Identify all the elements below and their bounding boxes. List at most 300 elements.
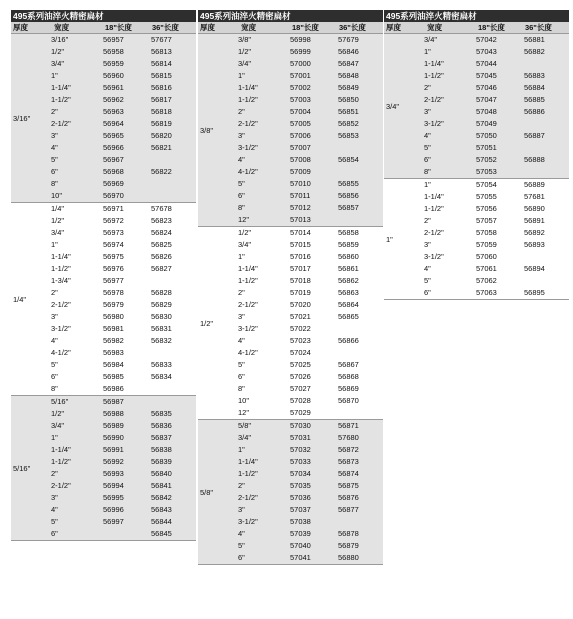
- width-cell: 2-1/2": [51, 481, 71, 490]
- table-row: [238, 82, 383, 94]
- width-cell: 2-1/2": [51, 119, 71, 128]
- length-18-cell: 56993: [103, 469, 124, 478]
- length-36-cell: 57678: [151, 204, 172, 213]
- width-cell: 1": [51, 433, 58, 442]
- thickness-cell: 5/16": [13, 463, 31, 473]
- length-18-cell: 57048: [476, 107, 497, 116]
- table-row: [51, 215, 196, 227]
- table-row: [51, 251, 196, 263]
- width-cell: 1/2": [238, 47, 252, 56]
- length-36-cell: 56837: [151, 433, 172, 442]
- width-cell: 3": [238, 505, 245, 514]
- length-18-cell: 57019: [290, 288, 311, 297]
- table-row: [238, 552, 383, 564]
- group-rows: [238, 227, 383, 419]
- table-row: [51, 456, 196, 468]
- table-row: [424, 191, 569, 203]
- width-cell: 1/2": [51, 409, 65, 418]
- thickness-cell: 1/2": [200, 318, 214, 328]
- table-row: [238, 46, 383, 58]
- length-18-cell: 57002: [290, 83, 311, 92]
- length-36-cell: 56874: [338, 469, 359, 478]
- length-36-cell: 57681: [524, 192, 545, 201]
- table-row: [51, 34, 196, 46]
- table-row: [238, 371, 383, 383]
- length-18-cell: 57007: [290, 143, 311, 152]
- table-title: 495系列油淬火精密扁材: [11, 10, 196, 22]
- width-cell: 6": [51, 372, 58, 381]
- length-36-cell: 56885: [524, 95, 545, 104]
- group-rows: [238, 34, 383, 226]
- length-18-cell: 56989: [103, 421, 124, 430]
- width-cell: 2": [51, 288, 58, 297]
- header-thickness: 厚度: [13, 23, 28, 32]
- length-36-cell: 56854: [338, 155, 359, 164]
- length-18-cell: 56995: [103, 493, 124, 502]
- table-row: [424, 215, 569, 227]
- width-cell: 5": [238, 541, 245, 550]
- table-row: [51, 516, 196, 528]
- length-18-cell: 56990: [103, 433, 124, 442]
- width-cell: 4": [51, 336, 58, 345]
- table-row: [238, 227, 383, 239]
- table-row: [424, 227, 569, 239]
- length-18-cell: 57040: [290, 541, 311, 550]
- length-18-cell: 57025: [290, 360, 311, 369]
- table-row: [51, 58, 196, 70]
- length-36-cell: 56817: [151, 95, 172, 104]
- length-18-cell: 56991: [103, 445, 124, 454]
- length-18-cell: 57059: [476, 240, 497, 249]
- length-18-cell: 56980: [103, 312, 124, 321]
- length-18-cell: 56974: [103, 240, 124, 249]
- length-18-cell: 57027: [290, 384, 311, 393]
- length-36-cell: 56823: [151, 216, 172, 225]
- length-18-cell: 56982: [103, 336, 124, 345]
- table-row: [238, 347, 383, 359]
- length-18-cell: 57033: [290, 457, 311, 466]
- width-cell: 1-1/2": [51, 457, 71, 466]
- width-cell: 1-1/2": [238, 95, 258, 104]
- table-row: [238, 407, 383, 419]
- width-cell: 5": [51, 155, 58, 164]
- length-18-cell: 56970: [103, 191, 124, 200]
- width-cell: 5/8": [238, 421, 252, 430]
- width-cell: 2-1/2": [424, 228, 444, 237]
- length-36-cell: 56877: [338, 505, 359, 514]
- width-cell: 8": [51, 384, 58, 393]
- width-cell: 3": [238, 312, 245, 321]
- length-18-cell: 56996: [103, 505, 124, 514]
- length-18-cell: 56960: [103, 71, 124, 80]
- length-36-cell: [524, 118, 569, 130]
- length-18-cell: 56973: [103, 228, 124, 237]
- table-row: [238, 492, 383, 504]
- table-row: [424, 46, 569, 58]
- table-row: [238, 142, 383, 154]
- table-row: [51, 46, 196, 58]
- length-18-cell: 56981: [103, 324, 124, 333]
- width-cell: 5": [51, 360, 58, 369]
- table-row: [238, 287, 383, 299]
- length-36-cell: [524, 275, 569, 287]
- length-18-cell: 56976: [103, 264, 124, 273]
- length-18-cell: 57029: [290, 408, 311, 417]
- length-36-cell: 56840: [151, 469, 172, 478]
- table-row: [424, 287, 569, 299]
- length-36-cell: 56884: [524, 83, 545, 92]
- length-18-cell: 57043: [476, 47, 497, 56]
- table-row: [424, 118, 569, 130]
- table-row: [424, 34, 569, 46]
- header-len18: 18"长度: [105, 23, 132, 32]
- width-cell: 4": [238, 336, 245, 345]
- length-18-cell: 56987: [103, 397, 124, 406]
- width-cell: 1": [238, 445, 245, 454]
- length-36-cell: 56887: [524, 131, 545, 140]
- width-cell: 4": [51, 505, 58, 514]
- width-cell: 3/16": [51, 35, 69, 44]
- table-row: [238, 468, 383, 480]
- table-row: [238, 432, 383, 444]
- table-row: [238, 383, 383, 395]
- width-cell: 3-1/2": [238, 517, 258, 526]
- width-cell: 3/4": [51, 59, 65, 68]
- width-cell: 3": [51, 131, 58, 140]
- length-36-cell: 56880: [338, 553, 359, 562]
- width-cell: 1-1/4": [238, 264, 258, 273]
- table-row: [238, 516, 383, 528]
- width-cell: 1-1/2": [51, 264, 71, 273]
- table-row: [51, 190, 196, 202]
- table-row: [424, 82, 569, 94]
- table-row: [238, 311, 383, 323]
- thickness-group: [11, 203, 196, 396]
- length-18-cell: 57005: [290, 119, 311, 128]
- header-row: [198, 22, 383, 34]
- width-cell: 3-1/2": [424, 252, 444, 261]
- width-cell: 3-1/2": [424, 119, 444, 128]
- table-row: [238, 395, 383, 407]
- width-cell: 12": [238, 408, 250, 417]
- length-36-cell: 56881: [524, 35, 545, 44]
- length-18-cell: 57035: [290, 481, 311, 490]
- length-36-cell: [151, 275, 196, 287]
- width-cell: 8": [424, 167, 431, 176]
- width-cell: 4": [424, 264, 431, 273]
- width-cell: 3": [51, 493, 58, 502]
- table-row: [424, 142, 569, 154]
- table-row: [238, 214, 383, 226]
- length-36-cell: 56858: [338, 228, 359, 237]
- width-cell: 2": [238, 481, 245, 490]
- length-18-cell: 56966: [103, 143, 124, 152]
- length-36-cell: 56847: [338, 59, 359, 68]
- header-len18: 18"长度: [292, 23, 319, 32]
- table-row: [424, 179, 569, 191]
- table-row: [238, 540, 383, 552]
- length-18-cell: 57061: [476, 264, 497, 273]
- width-cell: 6": [51, 167, 58, 176]
- length-36-cell: 56872: [338, 445, 359, 454]
- width-cell: 2-1/2": [238, 493, 258, 502]
- table-row: [424, 58, 569, 70]
- width-cell: 1": [51, 71, 58, 80]
- length-18-cell: 57023: [290, 336, 311, 345]
- length-36-cell: 56852: [338, 119, 359, 128]
- length-36-cell: [338, 407, 383, 419]
- length-36-cell: 56894: [524, 264, 545, 273]
- table-row: [238, 263, 383, 275]
- length-36-cell: [524, 166, 569, 178]
- width-cell: 3/4": [238, 433, 252, 442]
- length-36-cell: 56849: [338, 83, 359, 92]
- group-rows: [51, 203, 196, 395]
- thickness-cell: 3/8": [200, 125, 214, 135]
- length-18-cell: 57004: [290, 107, 311, 116]
- header-width: 宽度: [427, 23, 443, 32]
- length-18-cell: 57011: [290, 191, 311, 200]
- table-row: [238, 420, 383, 432]
- width-cell: 1": [238, 252, 245, 261]
- length-36-cell: 56862: [338, 276, 359, 285]
- length-18-cell: 56965: [103, 131, 124, 140]
- width-cell: 1-1/4": [51, 83, 71, 92]
- length-36-cell: 56833: [151, 360, 172, 369]
- length-36-cell: 56891: [524, 216, 545, 225]
- width-cell: 3": [238, 131, 245, 140]
- table-row: [51, 444, 196, 456]
- thickness-cell: 3/16": [13, 113, 31, 123]
- length-36-cell: 56831: [151, 324, 172, 333]
- table-row: [51, 432, 196, 444]
- length-36-cell: 56893: [524, 240, 545, 249]
- flat-stock-table-3: [384, 10, 569, 300]
- length-36-cell: [151, 347, 196, 359]
- flat-stock-table-1: [11, 10, 196, 541]
- table-row: [238, 275, 383, 287]
- table-row: [238, 118, 383, 130]
- table-title: 495系列油淬火精密扁材: [384, 10, 569, 22]
- length-18-cell: 57056: [476, 204, 497, 213]
- group-rows: [424, 179, 569, 299]
- length-18-cell: 56978: [103, 288, 124, 297]
- length-36-cell: 56841: [151, 481, 172, 490]
- thickness-group: [198, 420, 383, 565]
- table-row: [51, 504, 196, 516]
- length-18-cell: 56968: [103, 167, 124, 176]
- width-cell: 1-1/4": [238, 457, 258, 466]
- width-cell: 8": [51, 179, 58, 188]
- table-row: [238, 480, 383, 492]
- length-18-cell: 57039: [290, 529, 311, 538]
- width-cell: 3-1/2": [238, 143, 258, 152]
- length-18-cell: 57038: [290, 517, 311, 526]
- width-cell: 3": [51, 312, 58, 321]
- length-36-cell: [338, 516, 383, 528]
- length-18-cell: 56985: [103, 372, 124, 381]
- width-cell: 4-1/2": [238, 348, 258, 357]
- table-row: [51, 263, 196, 275]
- table-row: [238, 299, 383, 311]
- length-18-cell: 57034: [290, 469, 311, 478]
- length-18-cell: 57031: [290, 433, 311, 442]
- width-cell: 2-1/2": [238, 119, 258, 128]
- length-18-cell: 57058: [476, 228, 497, 237]
- length-18-cell: 57063: [476, 288, 497, 297]
- table-row: [51, 480, 196, 492]
- length-36-cell: 57679: [338, 35, 359, 44]
- length-18-cell: 56961: [103, 83, 124, 92]
- length-18-cell: 57062: [476, 276, 497, 285]
- length-18-cell: [103, 528, 151, 540]
- length-36-cell: 56861: [338, 264, 359, 273]
- width-cell: 6": [51, 529, 58, 538]
- table-row: [51, 166, 196, 178]
- length-18-cell: 56972: [103, 216, 124, 225]
- length-18-cell: 56999: [290, 47, 311, 56]
- length-18-cell: 57057: [476, 216, 497, 225]
- length-36-cell: 56857: [338, 203, 359, 212]
- length-18-cell: 56971: [103, 204, 124, 213]
- table-row: [51, 178, 196, 190]
- width-cell: 6": [424, 288, 431, 297]
- length-36-cell: 56860: [338, 252, 359, 261]
- length-36-cell: 56815: [151, 71, 172, 80]
- length-18-cell: 57026: [290, 372, 311, 381]
- length-36-cell: [524, 142, 569, 154]
- length-36-cell: 56832: [151, 336, 172, 345]
- table-row: [424, 166, 569, 178]
- header-row: [11, 22, 196, 34]
- table-row: [51, 130, 196, 142]
- table-row: [238, 70, 383, 82]
- table-row: [51, 287, 196, 299]
- table-row: [424, 154, 569, 166]
- thickness-cell: 1": [386, 234, 393, 244]
- length-18-cell: 57060: [476, 252, 497, 261]
- width-cell: 4-1/2": [238, 167, 258, 176]
- length-36-cell: 56842: [151, 493, 172, 502]
- width-cell: 3-1/2": [238, 324, 258, 333]
- length-36-cell: [524, 58, 569, 70]
- length-18-cell: 57022: [290, 324, 311, 333]
- table-row: [238, 444, 383, 456]
- table-row: [238, 202, 383, 214]
- length-36-cell: 56829: [151, 300, 172, 309]
- length-18-cell: 57017: [290, 264, 311, 273]
- table-row: [51, 383, 196, 395]
- table-row: [51, 420, 196, 432]
- table-row: [238, 178, 383, 190]
- length-36-cell: 56828: [151, 288, 172, 297]
- length-36-cell: 56835: [151, 409, 172, 418]
- length-18-cell: 56997: [103, 517, 124, 526]
- length-36-cell: [524, 251, 569, 263]
- width-cell: 10": [51, 191, 63, 200]
- length-36-cell: 56836: [151, 421, 172, 430]
- width-cell: 1": [238, 71, 245, 80]
- table-row: [424, 106, 569, 118]
- length-36-cell: 56827: [151, 264, 172, 273]
- table-title: 495系列油淬火精密扁材: [198, 10, 383, 22]
- length-36-cell: 56890: [524, 204, 545, 213]
- length-36-cell: 56867: [338, 360, 359, 369]
- length-18-cell: 56969: [103, 179, 124, 188]
- length-36-cell: 56869: [338, 384, 359, 393]
- length-36-cell: 56845: [151, 529, 172, 538]
- table-row: [51, 408, 196, 420]
- thickness-cell: 1/4": [13, 294, 27, 304]
- width-cell: 3/4": [238, 240, 252, 249]
- width-cell: 2": [424, 216, 431, 225]
- width-cell: 1/2": [51, 47, 65, 56]
- width-cell: 4": [238, 529, 245, 538]
- length-18-cell: 57049: [476, 119, 497, 128]
- table-row: [51, 82, 196, 94]
- length-18-cell: 57053: [476, 167, 497, 176]
- length-36-cell: 56822: [151, 167, 172, 176]
- length-36-cell: 56859: [338, 240, 359, 249]
- table-row: [51, 203, 196, 215]
- length-36-cell: [151, 178, 196, 190]
- length-36-cell: [338, 214, 383, 226]
- table-row: [424, 70, 569, 82]
- header-len36: 36"长度: [524, 23, 552, 32]
- length-18-cell: 57010: [290, 179, 311, 188]
- table-row: [51, 239, 196, 251]
- table-row: [238, 239, 383, 251]
- width-cell: 1-1/2": [424, 71, 444, 80]
- length-36-cell: 56871: [338, 421, 359, 430]
- table-row: [424, 275, 569, 287]
- length-36-cell: 56876: [338, 493, 359, 502]
- table-row: [238, 130, 383, 142]
- length-36-cell: 56824: [151, 228, 172, 237]
- width-cell: 1-1/4": [51, 252, 71, 261]
- length-36-cell: 57677: [151, 35, 172, 44]
- length-18-cell: 56958: [103, 47, 124, 56]
- length-36-cell: 56821: [151, 143, 172, 152]
- width-cell: 4-1/2": [51, 348, 71, 357]
- thickness-group: [11, 396, 196, 541]
- header-len18: 18"长度: [478, 23, 505, 32]
- length-36-cell: [338, 142, 383, 154]
- table-row: [51, 492, 196, 504]
- width-cell: 1-1/4": [51, 445, 71, 454]
- length-18-cell: 57016: [290, 252, 311, 261]
- length-18-cell: 56988: [103, 409, 124, 418]
- width-cell: 2": [51, 469, 58, 478]
- table-row: [424, 239, 569, 251]
- length-18-cell: 57032: [290, 445, 311, 454]
- length-18-cell: 57003: [290, 95, 311, 104]
- table-row: [238, 58, 383, 70]
- length-18-cell: 57052: [476, 155, 497, 164]
- length-18-cell: 56994: [103, 481, 124, 490]
- width-cell: 10": [238, 396, 250, 405]
- header-thickness: 厚度: [386, 23, 401, 32]
- length-36-cell: 56848: [338, 71, 359, 80]
- width-cell: 5": [424, 143, 431, 152]
- table-row: [238, 34, 383, 46]
- length-36-cell: [151, 154, 196, 166]
- table-row: [238, 359, 383, 371]
- length-18-cell: 57012: [290, 203, 311, 212]
- length-18-cell: 57042: [476, 35, 497, 44]
- length-36-cell: 56851: [338, 107, 359, 116]
- width-cell: 2-1/2": [51, 300, 71, 309]
